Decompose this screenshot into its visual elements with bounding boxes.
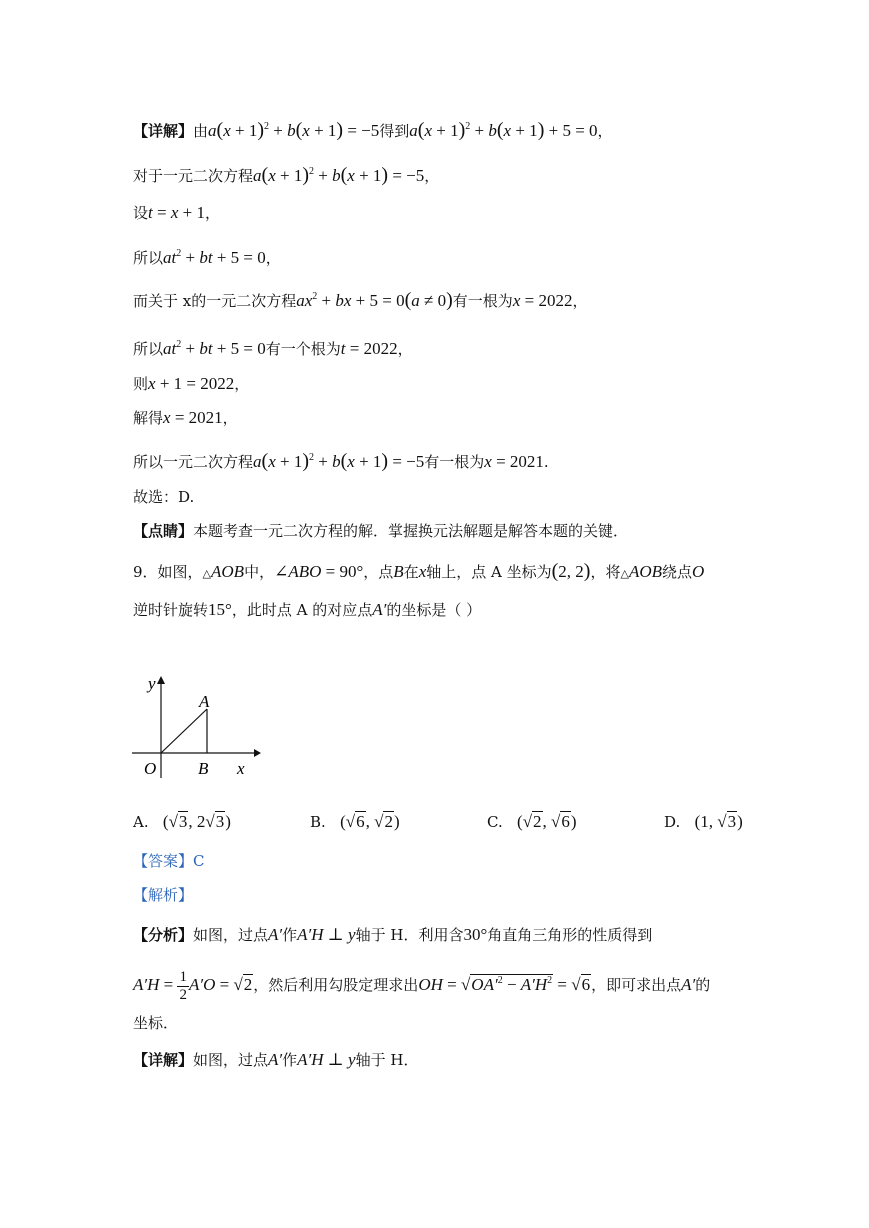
y-axis-label: y: [148, 674, 156, 693]
comment-tag: 【点睛】: [133, 522, 194, 540]
fraction-half: $\frac{1}{2}$: [179, 968, 187, 1003]
detail-line-8: 解得x = 2021，: [133, 408, 238, 427]
comment-line: 【点睛】本题考查一元二次方程的解．掌握换元法解题是解答本题的关键．: [133, 522, 629, 540]
equation: $a(x + 1)^2 + b(x + 1) = -5$: [208, 119, 380, 141]
option-value: (√2, √6): [517, 812, 577, 831]
y-axis-arrow: [157, 676, 165, 684]
equation: $at^2$ + bt + 5 = 0: [163, 339, 266, 358]
equation: $a(x + 1)^2 + b(x + 1) = -5$: [253, 164, 425, 186]
analysis-line-3: 坐标．: [133, 1014, 179, 1032]
point-a-label: A: [199, 692, 210, 711]
equation: x = 2022: [512, 291, 573, 310]
triangle-figure: [128, 670, 268, 785]
detail-tag: 【详解】: [133, 122, 194, 140]
equation: t = x + 1: [148, 203, 205, 222]
segment-oa: [161, 709, 207, 753]
detail2-line: 【详解】如图，过点A′作A′H ⊥ y轴于 H．: [133, 1050, 419, 1069]
question-9-line-2: 逆时针旋转15°，此时点 A 的对应点A′的坐标是（ ）: [133, 600, 482, 619]
option-b[interactable]: B. (√6, √2): [310, 812, 400, 831]
equation: x + 1 = 2022: [148, 374, 235, 393]
option-value: (1, √3): [694, 812, 743, 831]
option-c[interactable]: C. (√2, √6): [487, 812, 577, 831]
detail-line-7: 则x + 1 = 2022，: [133, 374, 250, 393]
answer-line: [133, 851, 205, 871]
detail-line-5: 而关于 x的一元二次方程$ax^2$ + bx + 5 = 0(a ≠ 0)有一根为x = 2022，: [133, 289, 588, 311]
analysis-line-2: A′H = $\frac{1}{2}$ A′O = √2，然后利用勾股定理求出OH = $√OA'^2 - A'H^2 = √6$，即可求出点A′的: [133, 968, 711, 1003]
x-axis-label: x: [237, 759, 245, 778]
equation: x = 2021: [484, 452, 544, 471]
detail-line-2: 对于一元二次方程$a(x + 1)^2 + b(x + 1) = -5$，: [133, 164, 440, 186]
point-b-label: B: [198, 759, 209, 778]
equation: t = 2022: [340, 339, 398, 358]
option-value: (√6, √2): [340, 812, 400, 831]
equation: $at^2$ + bt + 5 = 0: [163, 248, 266, 267]
option-value: (√3, 2√3): [162, 812, 231, 831]
detail-line-6: 所以$at^2$ + bt + 5 = 0有一个根为t = 2022，: [133, 339, 413, 358]
option-a[interactable]: A. (√3, 2√3): [133, 812, 231, 831]
answer-tag: 【答案】: [133, 852, 194, 870]
equation: x = 2021: [163, 408, 223, 427]
origin-label: O: [144, 759, 157, 778]
equation: $a(x + 1)^2 + b(x + 1) = -5$: [253, 450, 425, 472]
option-d[interactable]: D. (1, √3): [664, 812, 743, 831]
choice-line: 故选：D.: [133, 488, 195, 506]
detail-line-9: 所以一元二次方程$a(x + 1)^2 + b(x + 1) = -5$有一根为x = 2021.: [133, 450, 549, 472]
x-axis-arrow: [254, 749, 261, 757]
equation: $ax^2$ + bx + 5 = 0(a ≠ 0): [296, 289, 453, 311]
analysis-tag: 【解析】: [133, 886, 194, 904]
question-9-line-1: 9．如图，△AOB中，∠ABO = 90°，点B在x轴上，点 A 坐标为(2, 2)，将△AOB绕点O: [133, 560, 705, 582]
detail-line-1: 【详解】由$a(x + 1)^2 + b(x + 1) = -5$得到$a(x + 1)^2 + b(x + 1) + 5 = 0$，: [133, 119, 613, 141]
analysis-line-1: 【分析】如图，过点A′作A′H ⊥ y轴于 H．利用含30°角直角三角形的性质得到: [133, 925, 653, 944]
detail-line-3: 设t = x + 1，: [133, 203, 220, 222]
equation: $a(x + 1)^2 + b(x + 1) + 5 = 0$: [409, 119, 598, 141]
detail-line-4: 所以$at^2$ + bt + 5 = 0，: [133, 248, 281, 267]
answer-value: C: [193, 852, 205, 870]
